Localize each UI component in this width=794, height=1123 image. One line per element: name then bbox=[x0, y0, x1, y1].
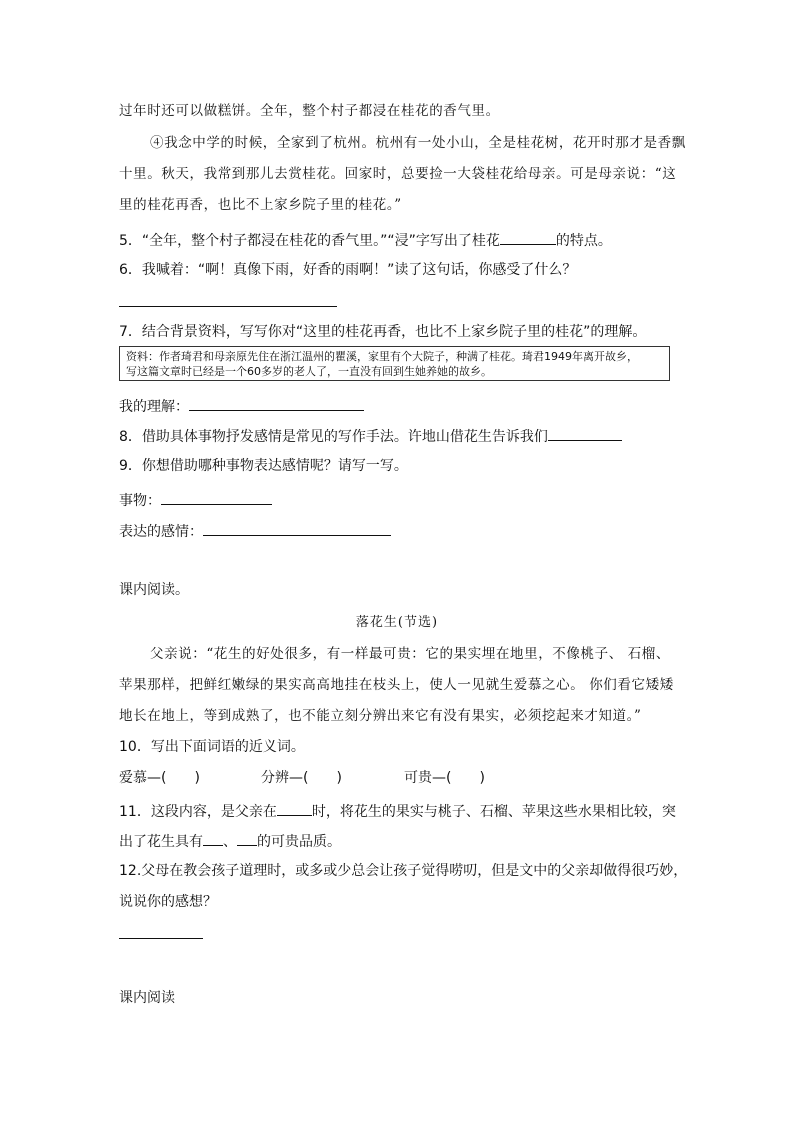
question-11-blank-2[interactable] bbox=[203, 830, 223, 846]
question-8-text: 8．借助具体事物抒发感情是常见的写作手法。许地山借花生告诉我们 bbox=[119, 429, 548, 445]
question-9-feeling-blank[interactable] bbox=[203, 520, 391, 536]
question-9-thing bbox=[119, 489, 272, 511]
question-9-feeling-label: 表达的感情： bbox=[119, 524, 203, 540]
question-11-line-2 bbox=[119, 830, 341, 852]
passage1-line-2: ④我念中学的时候，全家到了杭州。杭州有一处小山，全是桂花树，花开时那才是香飘 bbox=[150, 135, 686, 151]
question-12-line-1: 12.父母在教会孩子道理时，或多或少总会让孩子觉得唠叨，但是文中的父亲却做得很巧妙， bbox=[119, 863, 688, 879]
question-11-text-a: 11．这段内容，是父亲在 bbox=[119, 804, 277, 820]
question-10-item-2-close: ) bbox=[336, 770, 342, 786]
question-10-item-3-close: ) bbox=[479, 770, 485, 786]
question-11-blank-1[interactable] bbox=[277, 800, 312, 816]
question-9: 9．你想借助哪种事物表达感情呢？请写一写。 bbox=[119, 458, 408, 474]
question-10-item-3-label: 可贵—( bbox=[404, 770, 452, 786]
passage1-line-3: 十里。秋天，我常到那儿去赏桂花。回家时，总要捡一大袋桂花给母亲。可是母亲说：“这 bbox=[119, 166, 677, 182]
question-9-thing-label: 事物： bbox=[119, 493, 161, 509]
question-11-line2-b: 的可贵品质。 bbox=[257, 834, 341, 850]
question-7-answer-blank[interactable] bbox=[189, 395, 364, 411]
question-11-line2-a: 出了花生具有 bbox=[119, 834, 203, 850]
question-11-line2-sep: 、 bbox=[223, 834, 237, 850]
question-9-thing-blank[interactable] bbox=[161, 489, 272, 505]
question-10-item-1-close: ) bbox=[194, 770, 200, 786]
passage2-line-1: 父亲说：“花生的好处很多，有一样最可贵：它的果实埋在地里，不像桃子、 石榴、 bbox=[150, 646, 670, 662]
question-12-line-2: 说说你的感想？ bbox=[119, 894, 217, 910]
question-5-suffix: 的特点。 bbox=[555, 233, 612, 249]
background-material-line-1: 资料：作者琦君和母亲原先住在浙江温州的瞿溪，家里有个大院子，种满了桂花。琦君1949年离开故乡， bbox=[126, 350, 638, 363]
passage2-title: 落花生(节选) bbox=[355, 615, 439, 630]
section-heading-2: 课内阅读 bbox=[119, 990, 175, 1006]
question-7-answer-label: 我的理解： bbox=[119, 399, 189, 415]
question-8 bbox=[119, 425, 622, 447]
passage1-line-1: 过年时还可以做糕饼。全年，整个村子都浸在桂花的香气里。 bbox=[119, 103, 500, 119]
question-10-item-1 bbox=[119, 768, 200, 788]
question-12-answer-line[interactable] bbox=[119, 938, 203, 939]
question-11-line-1 bbox=[119, 800, 676, 822]
question-5-text: 5．“全年，整个村子都浸在桂花的香气里。”“浸”字写出了桂花 bbox=[119, 233, 500, 249]
passage1-line-4: 里的桂花再香，也比不上家乡院子里的桂花。” bbox=[119, 197, 402, 213]
passage2-line-2: 苹果那样，把鲜红嫩绿的果实高高地挂在枝头上，使人一见就生爱慕之心。 你们看它矮矮 bbox=[119, 677, 674, 693]
question-7-answer bbox=[119, 395, 364, 417]
background-material-box bbox=[119, 346, 670, 381]
question-9-feeling bbox=[119, 520, 391, 542]
question-5 bbox=[119, 229, 612, 251]
question-6: 6．我喊着：“啊！真像下雨，好香的雨啊！”读了这句话，你感受了什么？ bbox=[119, 262, 577, 278]
question-6-answer-line[interactable] bbox=[119, 306, 337, 307]
section-heading-1: 课内阅读。 bbox=[119, 582, 189, 598]
background-material-line-2: 写这篇文章时已经是一个60多岁的老人了，一直没有回到生她养她的故乡。 bbox=[126, 365, 492, 378]
question-10-item-1-label: 爱慕—( bbox=[119, 770, 167, 786]
question-11-blank-3[interactable] bbox=[237, 830, 257, 846]
question-10: 10．写出下面词语的近义词。 bbox=[119, 739, 305, 755]
question-10-item-2 bbox=[261, 768, 342, 788]
passage2-line-3: 地长在地上，等到成熟了，也不能立刻分辨出来它有没有果实，必须挖起来才知道。” bbox=[119, 708, 642, 724]
question-5-blank[interactable] bbox=[500, 229, 556, 245]
question-10-item-3 bbox=[404, 768, 485, 788]
question-10-item-2-label: 分辨—( bbox=[261, 770, 309, 786]
question-8-blank[interactable] bbox=[548, 425, 622, 441]
question-7: 7．结合背景资料，写写你对“这里的桂花再香，也比不上家乡院子里的桂花”的理解。 bbox=[119, 324, 647, 340]
question-11-text-b: 时，将花生的果实与桃子、石榴、苹果这些水果相比较，突 bbox=[311, 804, 676, 820]
